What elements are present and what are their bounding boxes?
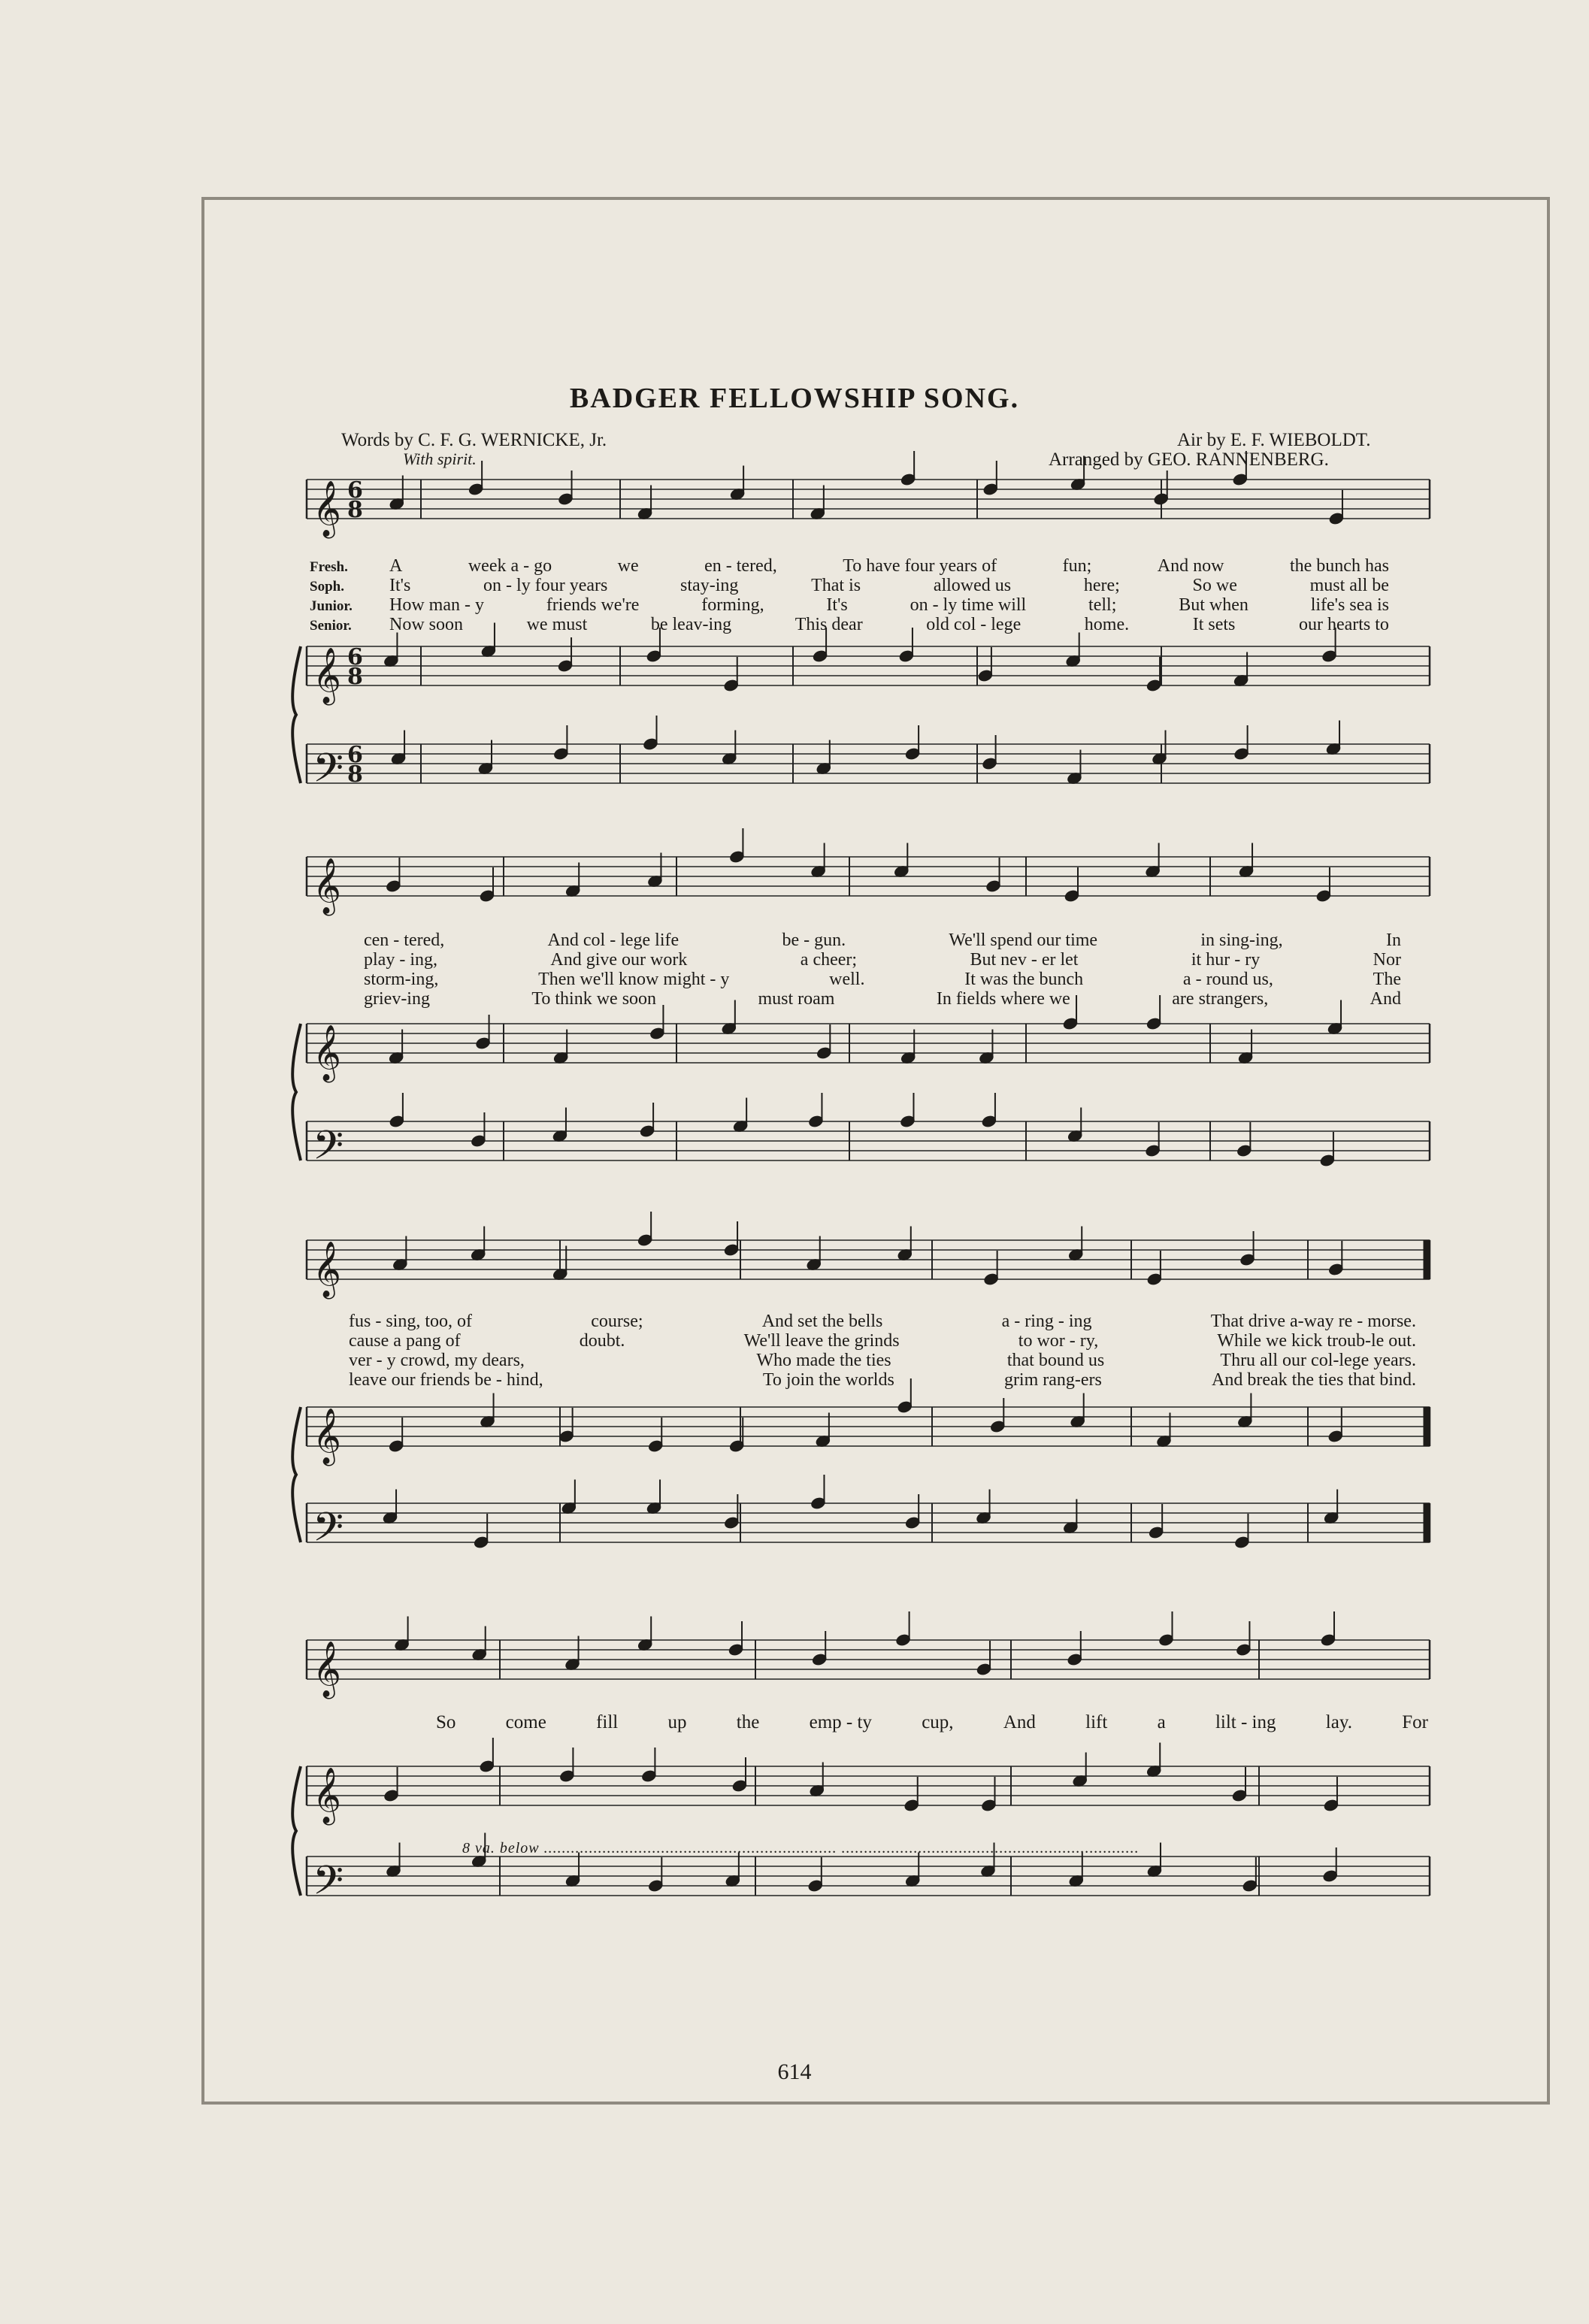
svg-text:8: 8 — [347, 761, 363, 788]
lyrics-chorus: So come fill up the emp - ty cup, And lift a lilt - ing lay. For — [436, 1712, 1428, 1732]
lyrics-verse-2: play - ing, And give our work a cheer; But nev - er let it hur - ry Nor — [364, 950, 1401, 970]
words-credit: Words by C. F. G. WERNICKE, Jr. — [341, 430, 607, 450]
air-credit: Air by E. F. WIEBOLDT. — [1177, 430, 1371, 450]
svg-text:𝄞: 𝄞 — [313, 1642, 341, 1697]
svg-text:𝄞: 𝄞 — [313, 1242, 341, 1297]
voice-label: Soph. — [310, 579, 344, 595]
tempo-marking: With spirit. — [403, 449, 477, 468]
voice-label: Fresh. — [310, 559, 348, 575]
voice-label: Senior. — [310, 618, 352, 634]
lyrics-verse-3: How man - y friends we're forming, It's on - ly time will tell; But when life's sea is — [389, 595, 1389, 615]
lyrics-verse-1: A week a - go we en - tered, To have four years of fun; And now the bunch has — [389, 556, 1389, 576]
lyrics-verse-3: ver - y crowd, my dears, Who made the ties that bound us Thru all our col-lege years. — [349, 1351, 1416, 1370]
song-title: BADGER FELLOWSHIP SONG. — [569, 383, 1020, 414]
voice-labels — [310, 558, 353, 636]
svg-text:𝄞: 𝄞 — [313, 481, 341, 537]
svg-text:𝄢: 𝄢 — [313, 746, 344, 801]
lyrics-verse-4: griev-ing To think we soon must roam In fields where we are strangers, And — [364, 989, 1401, 1009]
arranged-credit: Arranged by GEO. RANNENBERG. — [1049, 449, 1329, 470]
ottava-marking: 8 va. below ................................................................. .................................................................. — [462, 1840, 1140, 1856]
lyrics-verse-1: cen - tered, And col - lege life be - gun. We'll spend our time in sing-ing, In — [364, 931, 1401, 950]
lyrics-system-3 — [349, 1312, 1416, 1390]
lyrics-verse-4: leave our friends be - hind, To join the worlds grim rang-ers And break the ties that bind. — [349, 1370, 1416, 1390]
svg-text:𝄞: 𝄞 — [313, 648, 341, 704]
svg-text:𝄢: 𝄢 — [313, 1505, 344, 1560]
svg-text:6: 6 — [347, 477, 363, 504]
svg-text:8: 8 — [347, 664, 363, 690]
voice-label: Junior. — [310, 598, 353, 614]
svg-text:𝄞: 𝄞 — [313, 1409, 341, 1464]
lyrics-verse-3: storm-ing, Then we'll know might - y well. It was the bunch a - round us, The — [364, 970, 1401, 989]
svg-text:𝄞: 𝄞 — [313, 1768, 341, 1823]
lyrics-verse-1: fus - sing, too, of course; And set the bells a - ring - ing That drive a-way re - morse. — [349, 1312, 1416, 1331]
page-number: 614 — [777, 2059, 812, 2084]
lyrics-system-2 — [364, 931, 1401, 1009]
svg-text:𝄢: 𝄢 — [313, 1858, 344, 1914]
lyrics-verse-2: It's on - ly four years stay-ing That is allowed us here; So we must all be — [389, 576, 1389, 595]
lyrics-verse-4: Now soon we must be leav-ing This dear old col - lege home. It sets our hearts to — [389, 615, 1389, 634]
svg-text:6: 6 — [347, 742, 363, 768]
lyrics-verse-2: cause a pang of doubt. We'll leave the grinds to wor - ry, While we kick troub-le out. — [349, 1331, 1416, 1351]
svg-text:𝄞: 𝄞 — [313, 858, 341, 914]
svg-text:𝄞: 𝄞 — [313, 1025, 341, 1081]
svg-text:8: 8 — [347, 497, 363, 523]
lyrics-system-1 — [389, 556, 1389, 634]
svg-text:𝄢: 𝄢 — [313, 1123, 344, 1179]
svg-text:6: 6 — [347, 644, 363, 670]
